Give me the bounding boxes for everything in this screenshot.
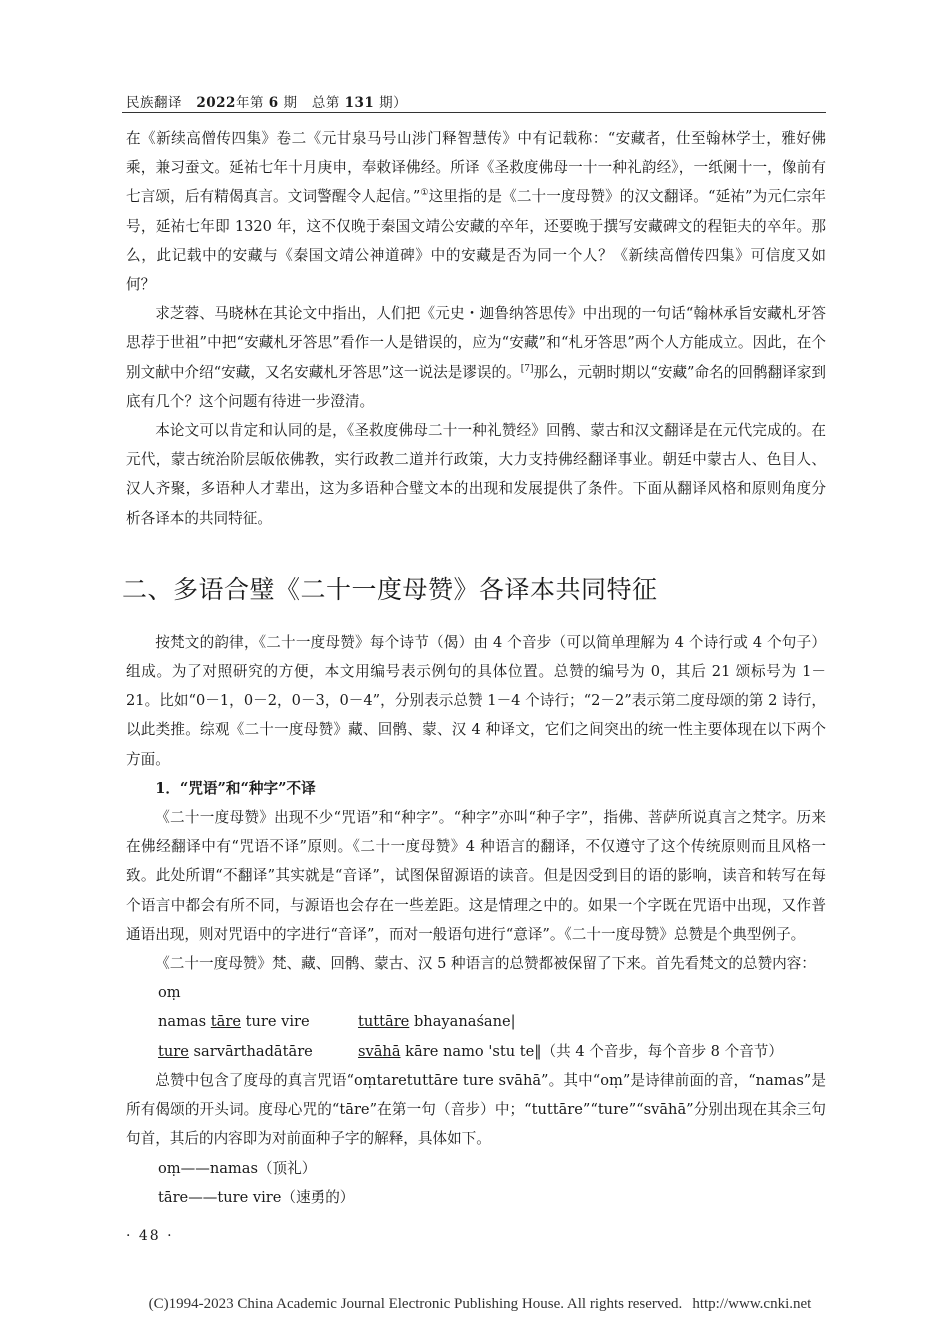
copyright-text: (C)1994-2023 China Academic Journal Electronic Publishing House. All rights reserved. xyxy=(148,1296,683,1312)
journal-name: 民族翻译 xyxy=(126,95,182,111)
header-year: 2022 xyxy=(196,95,236,111)
header-year-suffix: 年第 xyxy=(235,95,264,111)
sanskrit-line-3 xyxy=(126,1037,826,1066)
paragraph-1-continued: 这里指的是《二十一度母赞》的汉文翻译。“延祐”为元仁宗年号，延祐七年即 1320 年，这不仅晚于秦国文靖公安藏的卒年，还要晚于撰写安藏碑文的程钜夫的卒年。那么，此记载中的安藏与《秦国文靖公神道碑》中的安藏是否为同一个人？《新续高僧传四集》可信度又如何？ xyxy=(126,188,826,294)
breakdown-line-1 xyxy=(126,1154,826,1183)
sanskrit-text: ture vire xyxy=(240,1013,310,1031)
seed-syllable: tāre xyxy=(210,1013,241,1031)
paragraph-7: 总赞中包含了度母的真言咒语“oṃtaretuttāre ture svāhā”。其中“oṃ”是诗律前面的音，“namas”是所有偈颂的开头词。度母心咒的“tāre”在第一句（音步）中；“tuttāre”“ture”“svāhā”分别出现在其余三句句首，其后的内容即为对前面种子字的解释，具体如下。 xyxy=(126,1071,826,1148)
paragraph-1 xyxy=(126,124,826,299)
sanskrit-om: oṃ xyxy=(158,984,181,1002)
gloss: （顶礼） xyxy=(257,1159,317,1177)
page-number: · 48 · xyxy=(126,1228,174,1244)
sanskrit-text: bhayanaśane| xyxy=(409,1013,516,1031)
header-issue-suffix: 期 xyxy=(283,95,298,111)
breakdown-line-2 xyxy=(126,1183,826,1212)
paragraph-2-text: 求芝蓉、马晓林在其论文中指出，人们把《元史・迦鲁纳答思传》中出现的一句话“翰林承旨安藏札牙答思荐于世祖”中把“安藏札牙答思”看作一人是错误的，应为“安藏”和“札牙答思”两个人方能成立。因此，在个别文献中介绍“安藏，又名安藏札牙答思”这一说法是谬误的。 xyxy=(126,305,826,381)
sanskrit-line-2 xyxy=(126,1007,826,1036)
sanskrit-word: namas xyxy=(209,1159,258,1177)
seed-term: oṃ xyxy=(158,1159,181,1177)
paragraph-1-text: 在《新续高僧传四集》卷二《元甘泉马号山涉门释智慧传》中有记载称：“安藏者，仕至翰林学士，雅好佛乘，兼习蚕文。延祐七年十月庚申，奉敕译佛经。所译《圣救度佛母一十一种礼韵经》，一纸阑十一，像前有七言颂，后有精偈真言。文词警醒令人起信。” xyxy=(126,130,826,206)
header-total: 131 xyxy=(344,95,375,111)
paragraph-2 xyxy=(126,299,826,416)
dash: —— xyxy=(188,1188,218,1206)
gloss: （速勇的） xyxy=(281,1188,355,1206)
sanskrit-line-1 xyxy=(126,978,826,1007)
header-total-prefix: 总第 xyxy=(311,95,340,111)
paragraph-2-continued: 那么，元朝时期以“安藏”命名的回鹘翻译家到底有几个？这个问题有待进一步澄清。 xyxy=(126,363,826,410)
paragraph-4: 按梵文的韵律，《二十一度母赞》每个诗节（偈）由 4 个音步（可以简单理解为 4 个诗行或 4 个句子）组成。为了对照研究的方便，本文用编号表示例句的具体位置。总赞的编号为 0，其后 21 颂标号为 1－21。比如“0－1，0－2，0－3，0－4”，分别表示总赞 1－4 个诗行；“2－2”表示第二度母颂的第 2 诗行，以此类推。综观《二十一度母赞》藏、回鹘、蒙、汉 4 种译文，它们之间突出的统一性主要体现在以下两个方面。 xyxy=(126,633,826,768)
header-issue: 6 xyxy=(268,95,279,111)
sanskrit-text: sarvārthadātāre xyxy=(188,1042,313,1060)
paragraph-3: 本论文可以肯定和认同的是，《圣救度佛母二十一种礼赞经》回鹘、蒙古和汉文翻译是在元代完成的。在元代，蒙古统治阶层皈依佛教，实行政教二道并行政策，大力支持佛经翻译事业。朝廷中蒙古人、色目人、汉人齐聚，多语种人才辈出，这为多语种合璧文本的出现和发展提供了条件。下面从翻译风格和原则角度分析各译本的共同特征。 xyxy=(126,422,826,527)
dash: —— xyxy=(180,1159,210,1177)
footnote-marker[interactable]: ① xyxy=(420,188,429,199)
running-header xyxy=(126,91,407,111)
subsection-heading: 1．“咒语”和“种字”不译 xyxy=(155,779,316,797)
sanskrit-text: kāre namo 'stu te‖ xyxy=(400,1042,542,1060)
article-body xyxy=(122,124,826,1212)
paragraph-6: 《二十一度母赞》梵、藏、回鹘、蒙古、汉 5 种语言的总赞都被保留了下来。首先看梵文的总赞内容： xyxy=(155,955,816,973)
paragraph-5: 《二十一度母赞》出现不少“咒语”和“种字”。“种字”亦叫“种子字”，指佛、菩萨所说真言之梵字。历来在佛经翻译中有“咒语不译”原则。《二十一度母赞》4 种语言的翻译，不仅遵守了这个传统原则而且风格一致。此处所谓“不翻译”其实就是“音译”，试图保留源语的读音。但是因受到目的语的影响，读音和转写在每个语言中都会有所不同，与源语也会存在一些差距。这是情理之中的。如果一个字既在咒语中出现，又作普通语出现，则对咒语中的字进行“音译”，而对一般语句进行“意译”。《二十一度母赞》总赞是个典型例子。 xyxy=(126,809,826,943)
sanskrit-word: ture vire xyxy=(217,1188,282,1206)
seed-syllable: svāhā xyxy=(358,1042,401,1060)
cnki-link[interactable]: http://www.cnki.net xyxy=(692,1296,812,1312)
seed-term: tāre xyxy=(158,1188,189,1206)
reference-marker[interactable]: [7] xyxy=(520,363,534,374)
copyright-footer xyxy=(0,1296,950,1313)
section-title: 二、多语合璧《二十一度母赞》各译本共同特征 xyxy=(122,574,658,604)
meter-note: （共 4 个音步，每个音步 8 个音节） xyxy=(541,1042,783,1060)
seed-syllable: tuttāre xyxy=(358,1013,410,1031)
header-total-suffix: 期） xyxy=(379,95,408,111)
header-rule xyxy=(122,112,826,113)
sanskrit-text: namas xyxy=(158,1013,211,1031)
seed-syllable: ture xyxy=(158,1042,189,1060)
